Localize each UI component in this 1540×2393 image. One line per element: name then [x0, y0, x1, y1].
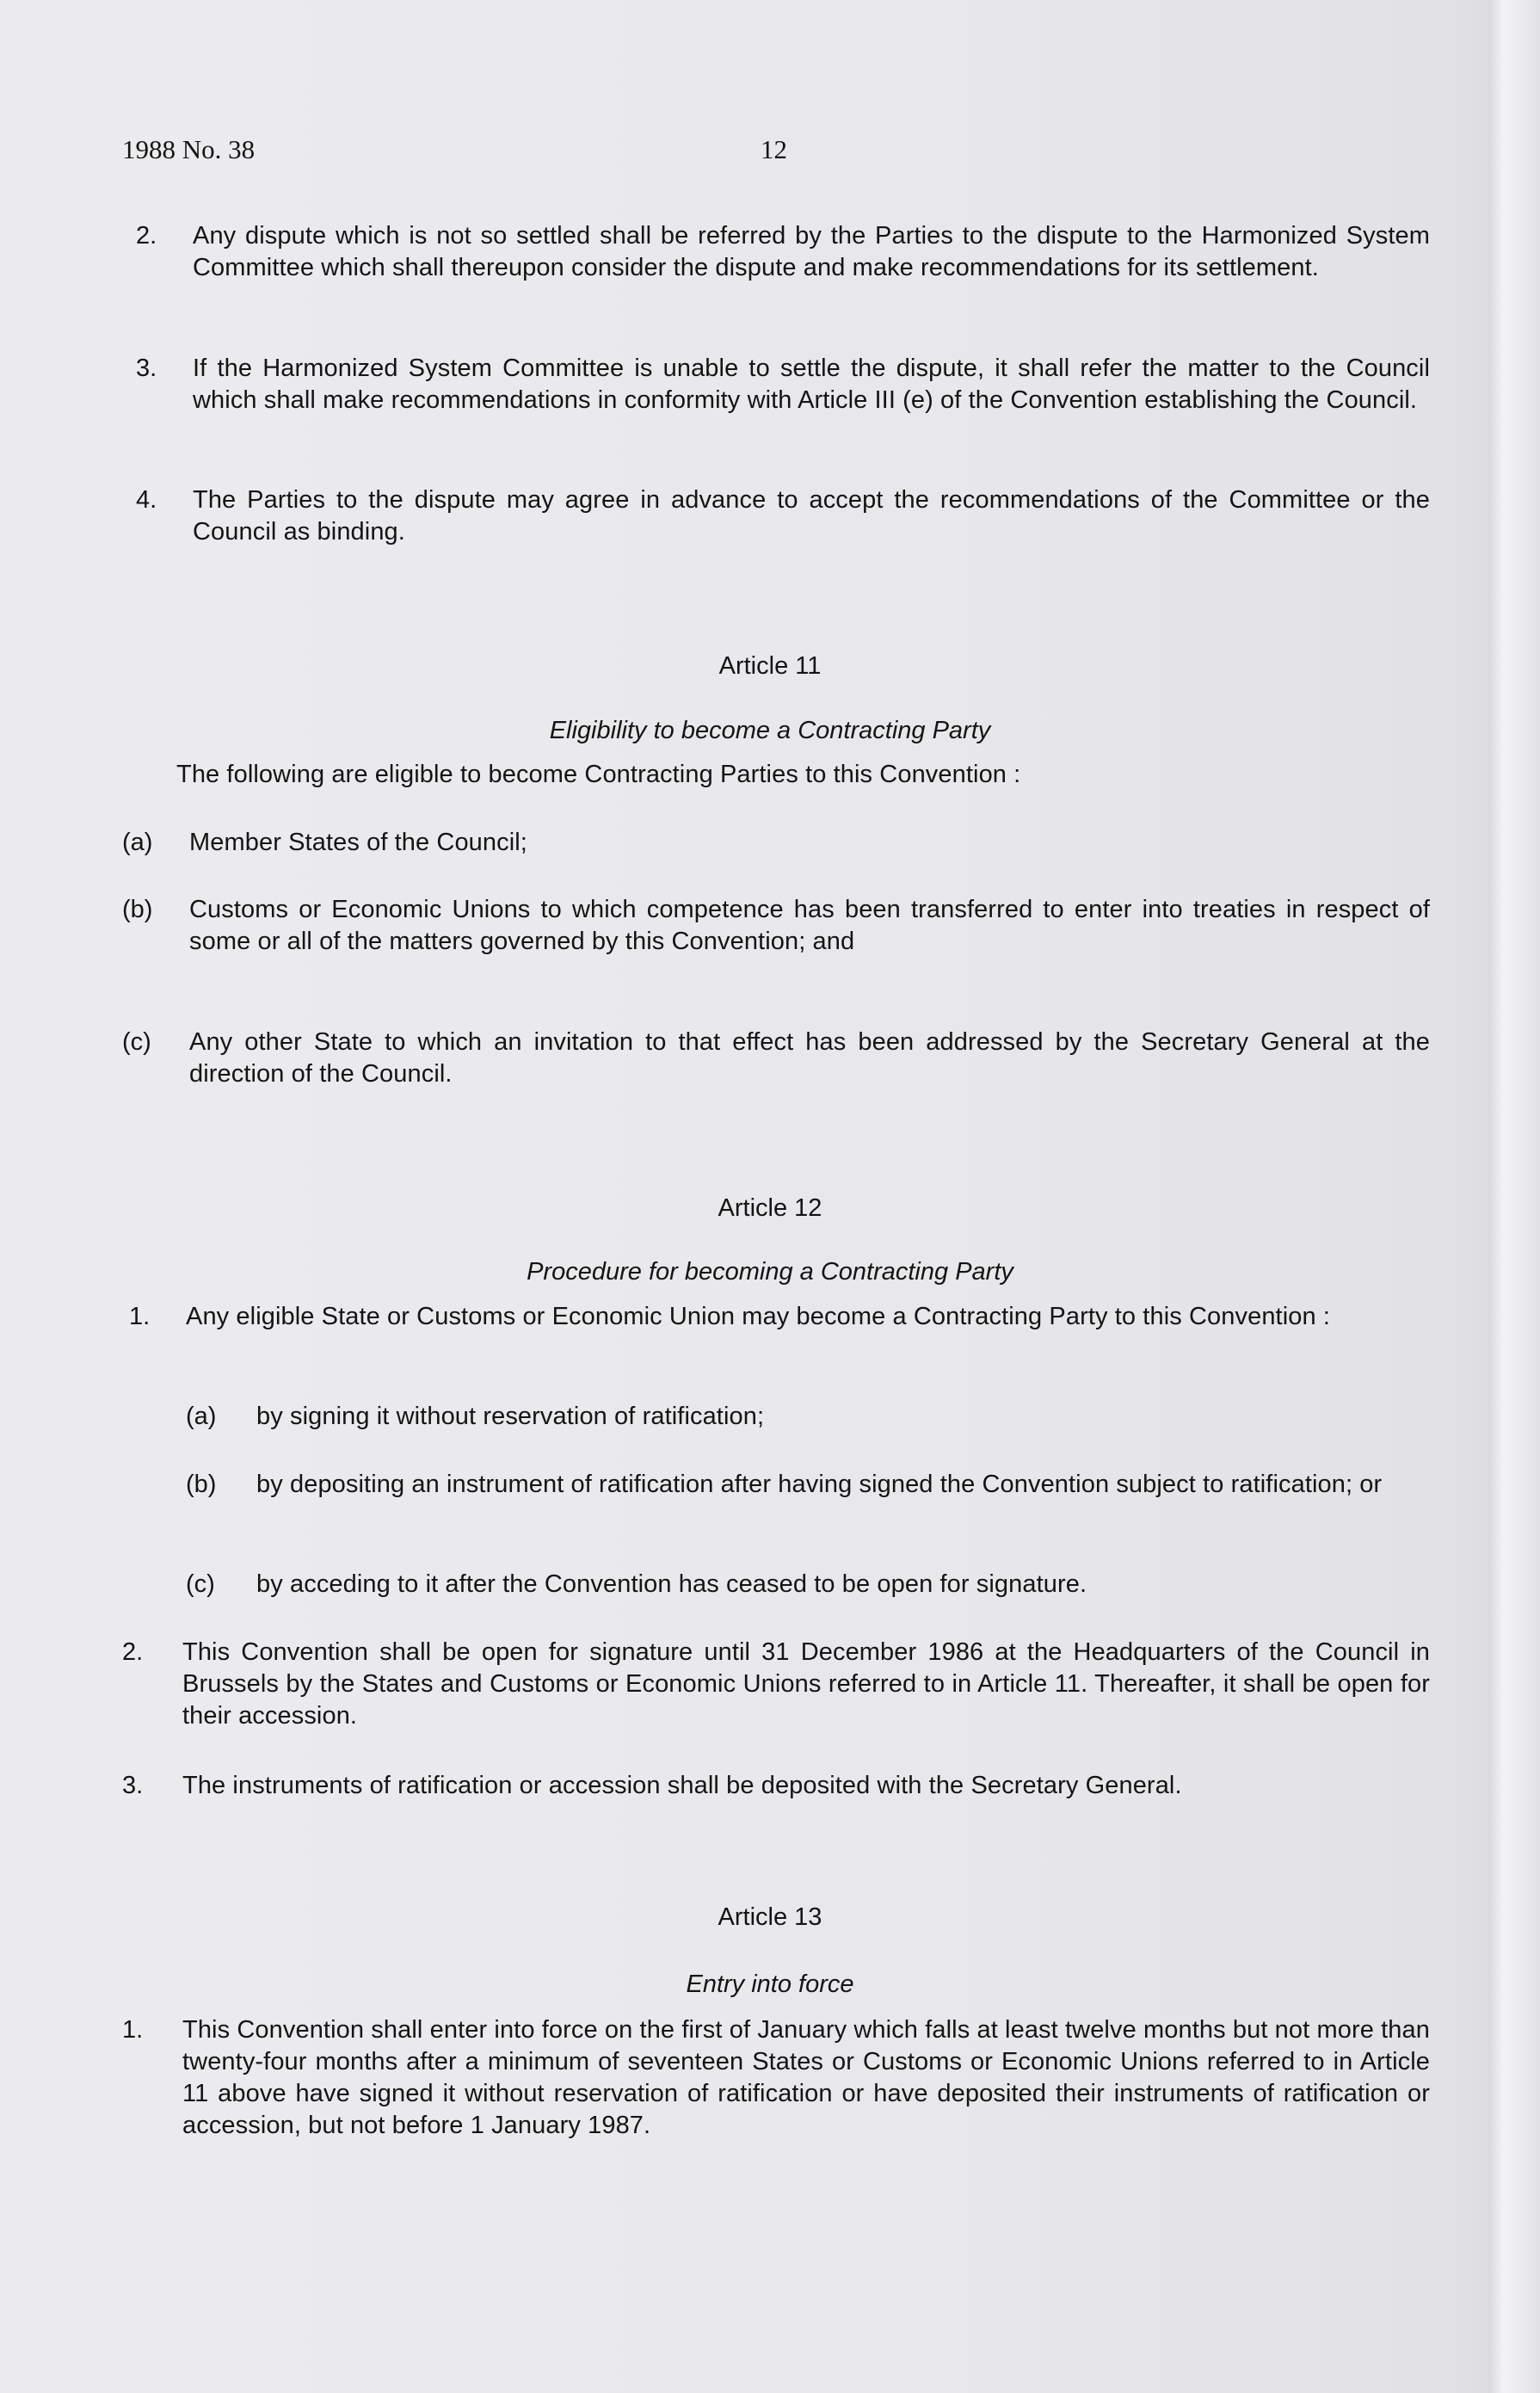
paragraph-text: Any eligible State or Customs or Economic Union may become a Contracting Party to this Convention :	[186, 1303, 1331, 1330]
sub-item-text: by acceding to it after the Convention has ceased to be open for signature.	[256, 1570, 1087, 1598]
paragraph-text: This Convention shall enter into force on the first of January which falls at least twelve months but not more than twenty-four months after a minimum of seventeen States or Customs or Economic Unions referred to in Article 11 above have signed it without reservation of ratification or have deposited their instruments of ratification or accession, but not before 1 January 1987.	[182, 2016, 1430, 2139]
statute-reference: 1988 No. 38	[122, 134, 256, 164]
sub-item-marker: (c)	[186, 1570, 215, 1598]
article-heading: Article 11	[718, 652, 822, 680]
sub-item-text: by depositing an instrument of ratification after having signed the Convention subject to ratification; or	[256, 1471, 1383, 1498]
paragraph-text: The instruments of ratification or accession shall be deposited with the Secretary General.	[182, 1772, 1182, 1799]
article-title: Eligibility to become a Contracting Party	[549, 717, 991, 744]
sub-item-text: by signing it without reservation of ratification;	[256, 1403, 765, 1430]
list-item-marker: (c)	[122, 1028, 151, 1056]
article-title: Procedure for becoming a Contracting Party	[527, 1258, 1013, 1286]
paragraph-number: 4.	[136, 486, 157, 514]
paragraph-number: 3.	[136, 355, 157, 382]
paragraph-text: This Convention shall be open for signature until 31 December 1986 at the Headquarters of the Council in Brussels by the States and Customs or Economic Unions referred to in Article 11. Thereafter, it shall be open for their accession.	[182, 1638, 1430, 1730]
list-item-text: Any other State to which an invitation to that effect has been addressed by the Secretary General at the direction of the Council.	[189, 1028, 1430, 1088]
article-heading: Article 13	[718, 1903, 822, 1931]
paragraph-number: 1.	[122, 2016, 144, 2044]
article-intro: The following are eligible to become Contracting Parties to this Convention :	[176, 761, 1021, 788]
page-number: 12	[761, 134, 787, 164]
list-item-text: Member States of the Council;	[189, 829, 527, 856]
list-item-text: Customs or Economic Unions to which competence has been transferred to enter into treaties in respect of some or all of the matters governed by this Convention; and	[189, 896, 1430, 955]
paragraph-text: The Parties to the dispute may agree in advance to accept the recommendations of the Committee or the Council as binding.	[193, 486, 1430, 546]
paragraph-number: 1.	[129, 1303, 151, 1330]
list-item-marker: (a)	[122, 829, 153, 856]
list-item-marker: (b)	[122, 896, 153, 923]
paragraph-text: If the Harmonized System Committee is unable to settle the dispute, it shall refer the matter to the Council which shall make recommendations in conformity with Article III (e) of the Convention establishing the Council.	[193, 355, 1430, 414]
article-title: Entry into force	[686, 1971, 854, 1998]
paragraph-number: 2.	[122, 1638, 144, 1666]
paragraph-text: Any dispute which is not so settled shall be referred by the Parties to the dispute to the Harmonized System Committee which shall thereupon consider the dispute and make recommendations for its settlement.	[193, 222, 1430, 281]
sub-item-marker: (b)	[186, 1471, 217, 1498]
paragraph-number: 3.	[122, 1772, 144, 1799]
article-heading: Article 12	[718, 1194, 822, 1222]
sub-item-marker: (a)	[186, 1403, 217, 1430]
paragraph-number: 2.	[136, 222, 157, 250]
